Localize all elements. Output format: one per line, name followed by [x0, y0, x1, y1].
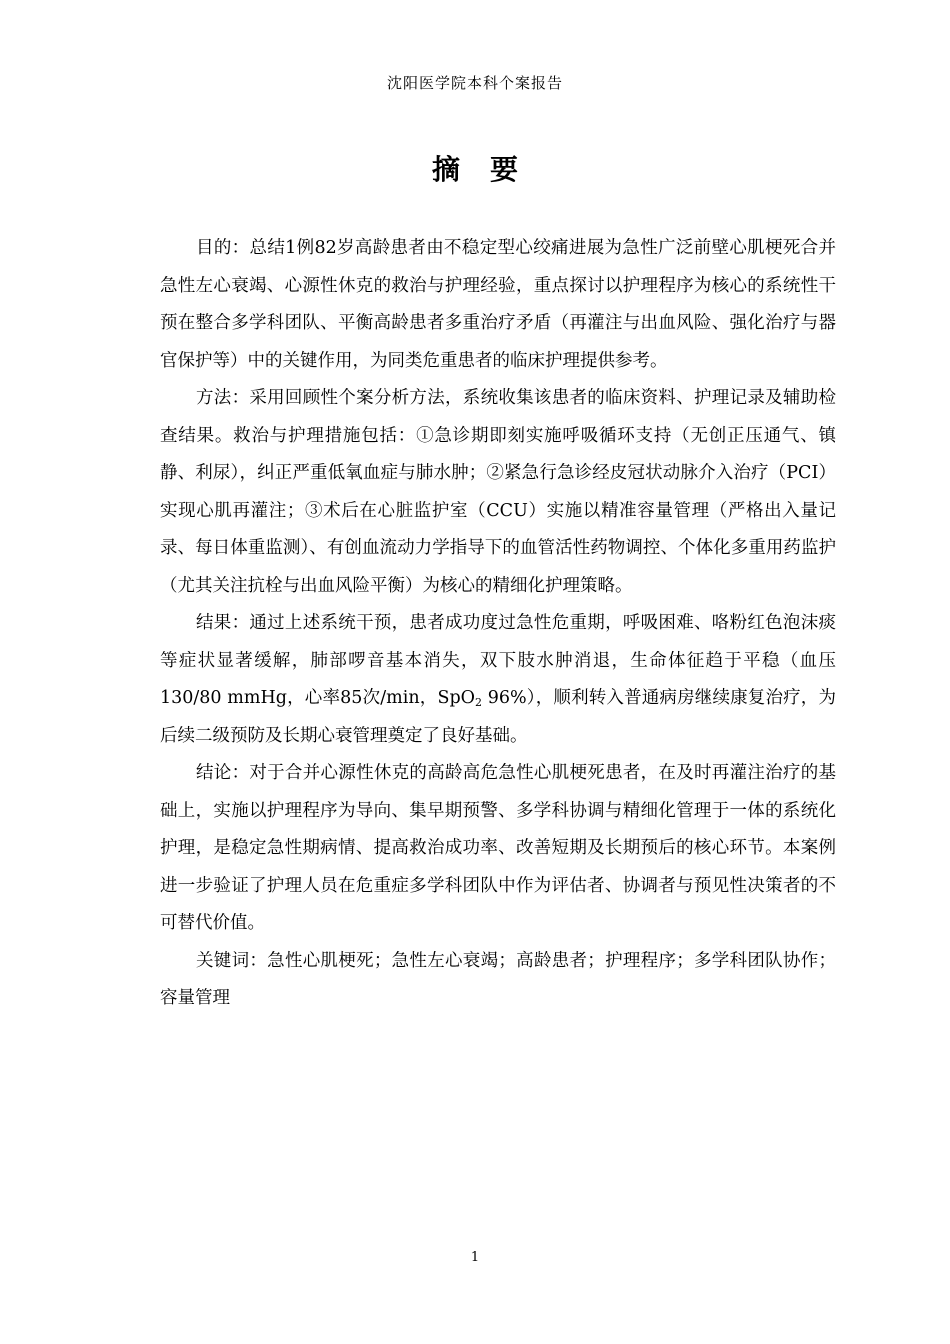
purpose-paragraph	[160, 230, 836, 380]
title-char-1: 摘	[431, 153, 460, 186]
conclusion-paragraph	[160, 755, 836, 943]
purpose-text: 总结1例82岁高龄患者由不稳定型心绞痛进展为急性广泛前壁心肌梗死合并急性左心衰竭、心源性休克的救治与护理经验，重点探讨以护理程序为核心的系统性干预在整合多学科团队、平衡高龄患者多重治疗矛盾（再灌注与出血风险、强化治疗与器官保护等）中的关键作用，为同类危重患者的临床护理提供参考。	[160, 238, 836, 371]
conclusion-label: 结论：	[196, 763, 250, 783]
result-label: 结果：	[196, 613, 250, 633]
result-text-before: 通过上述系统干预，患者成功度过急性危重期，呼吸困难、咯粉红色泡沫痰等症状显著缓解，肺部啰音基本消失，双下肢水肿消退，生命体征趋于平稳（血压130/80 mmHg，心率85次/min，SpO	[160, 613, 836, 708]
conclusion-text: 对于合并心源性休克的高龄高危急性心肌梗死患者，在及时再灌注治疗的基础上，实施以护理程序为导向、集早期预警、多学科协调与精细化管理于一体的系统化护理，是稳定急性期病情、提高救治成功率、改善短期及长期预后的核心环节。本案例进一步验证了护理人员在危重症多学科团队中作为评估者、协调者与预见性决策者的不可替代价值。	[160, 763, 836, 933]
method-label: 方法：	[196, 388, 250, 408]
keywords-paragraph	[160, 943, 836, 1018]
method-text: 采用回顾性个案分析方法，系统收集该患者的临床资料、护理记录及辅助检查结果。救治与护理措施包括：①急诊期即刻实施呼吸循环支持（无创正压通气、镇静、利尿），纠正严重低氧血症与肺水肿；②紧急行急诊经皮冠状动脉介入治疗（PCI）实现心肌再灌注；③术后在心脏监护室（CCU）实施以精准容量管理（严格出入量记录、每日体重监测）、有创血流动力学指导下的血管活性药物调控、个体化多重用药监护（尤其关注抗栓与出血风险平衡）为核心的精细化护理策略。	[160, 388, 836, 596]
result-subscript: 2	[475, 696, 482, 709]
purpose-label: 目的：	[196, 238, 250, 258]
keywords-text: 急性心肌梗死；急性左心衰竭；高龄患者；护理程序；多学科团队协作；容量管理	[160, 950, 837, 1008]
page-title	[0, 148, 950, 188]
page-header: 沈阳医学院本科个案报告	[386, 74, 563, 92]
method-paragraph	[160, 380, 836, 605]
page-number: 1	[470, 1250, 480, 1265]
keywords-label: 关键词：	[196, 950, 268, 971]
abstract-body	[160, 230, 836, 1018]
result-paragraph	[160, 605, 836, 755]
title-char-2: 要	[490, 153, 519, 186]
result-text-after: 96%），顺利转入普通病房继续康复治疗，为后续二级预防及长期心衰管理奠定了良好基础。	[160, 688, 836, 746]
